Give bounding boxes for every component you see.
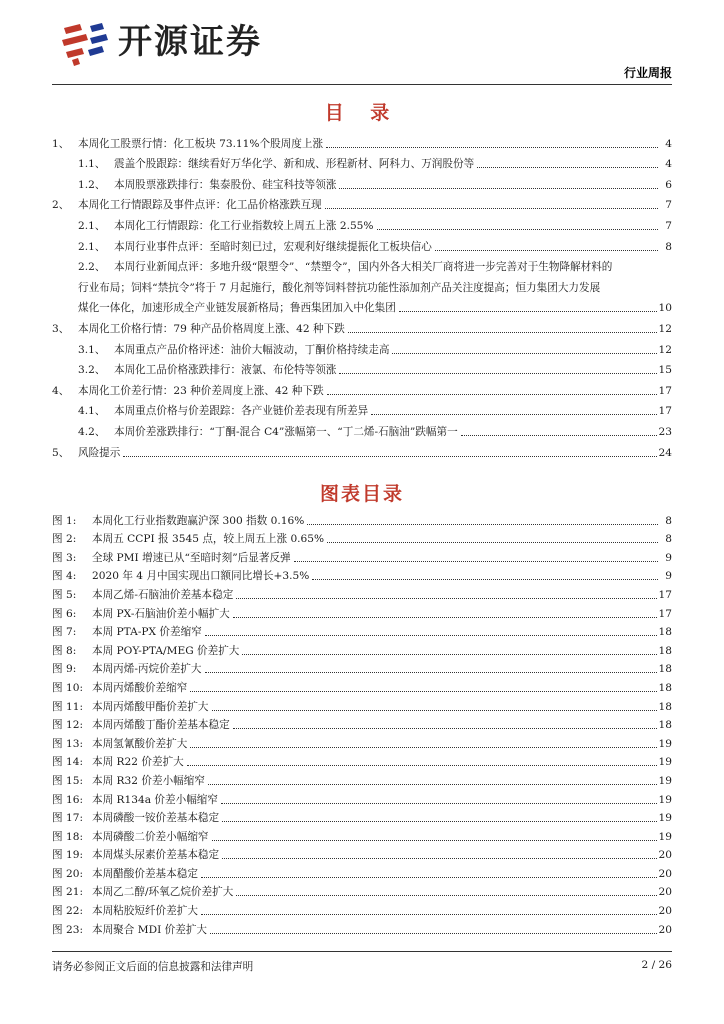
figure-number: 图 11: xyxy=(52,700,84,713)
figure-page: 8 xyxy=(665,514,672,527)
figure-number: 图 19: xyxy=(52,849,84,862)
figure-page: 20 xyxy=(658,886,672,899)
figure-number: 图 15: xyxy=(52,774,84,787)
figure-number: 图 10: xyxy=(52,681,84,694)
figure-number: 图 5: xyxy=(52,588,77,601)
figure-page: 17 xyxy=(658,588,672,601)
leader-dots xyxy=(210,932,657,934)
figure-caption: 本周化工行业指数跑赢沪深 300 指数 0.16% xyxy=(92,514,305,527)
page-number: 2 / 26 xyxy=(641,959,672,971)
leader-dots xyxy=(461,434,657,436)
figure-page: 19 xyxy=(658,793,672,806)
toc-item-page: 15 xyxy=(658,364,672,377)
toc-item[interactable] xyxy=(52,336,672,357)
figure-page: 19 xyxy=(658,756,672,769)
toc-item-number: 1、 xyxy=(52,137,70,150)
figure-list-item[interactable] xyxy=(52,899,672,918)
toc-item[interactable] xyxy=(52,192,672,213)
leader-dots xyxy=(392,352,656,354)
toc-item-text: 本周化工品价格涨跌排行：液氯、布伦特等领涨 xyxy=(114,364,337,377)
toc-item[interactable] xyxy=(52,315,672,336)
toc-item-number: 4.1、 xyxy=(78,405,106,418)
toc-item-page: 17 xyxy=(658,405,672,418)
toc-item-number: 3、 xyxy=(52,322,70,335)
toc-item-number: 1.2、 xyxy=(78,178,106,191)
leader-dots xyxy=(435,249,658,251)
leader-dots xyxy=(327,393,657,395)
figure-caption: 本周粘胶短纤价差扩大 xyxy=(92,905,198,918)
figure-caption: 本周 PTA-PX 价差缩窄 xyxy=(92,626,202,639)
figure-number: 图 9: xyxy=(52,663,77,676)
leader-dots xyxy=(233,616,657,618)
figure-list-item[interactable] xyxy=(52,751,672,770)
toc-item-text: 本周化工行情跟踪及事件点评：化工品价格涨跌互现 xyxy=(78,199,322,212)
leader-dots xyxy=(377,228,659,230)
toc-item-text-line3: 煤化一体化，加速形成全产业链发展新格局；鲁西集团加入中化集团 xyxy=(78,302,396,315)
figure-list-item[interactable] xyxy=(52,714,672,733)
leader-dots xyxy=(312,578,658,580)
figure-page: 17 xyxy=(658,607,672,620)
leader-dots xyxy=(208,783,657,785)
leader-dots xyxy=(307,523,658,525)
figure-caption: 本周 PX-石脑油价差小幅扩大 xyxy=(92,607,230,620)
disclaimer-note: 请务必参阅正文后面的信息披露和法律声明 xyxy=(52,961,254,973)
leader-dots xyxy=(212,709,657,711)
figure-list-item[interactable] xyxy=(52,528,672,547)
figure-caption: 本周醋酸价差基本稳定 xyxy=(92,867,198,880)
toc-item-page: 6 xyxy=(665,178,672,191)
figure-number: 图 1: xyxy=(52,514,77,527)
figure-list-item[interactable] xyxy=(52,844,672,863)
toc-item-text: 本周重点价格与价差跟踪：各产业链价差表现有所差异 xyxy=(114,405,369,418)
toc-item-number: 4、 xyxy=(52,384,70,397)
figure-number: 图 14: xyxy=(52,756,84,769)
figure-number: 图 3: xyxy=(52,551,77,564)
toc-item-number: 2、 xyxy=(52,199,70,212)
figure-page: 18 xyxy=(658,681,672,694)
figure-list-item[interactable] xyxy=(52,639,672,658)
leader-dots xyxy=(123,455,656,457)
toc-item-number: 3.1、 xyxy=(78,343,106,356)
toc-item-page: 4 xyxy=(665,158,672,171)
toc-item-number: 4.2、 xyxy=(78,425,106,438)
toc-item-text-line2: 行业布局；饲料“禁抗令”将于 7 月起施行，酸化剂等饲料替抗功能性添加剂产品关注度提高；恒力集团大力发展 xyxy=(78,281,601,294)
figure-number: 图 13: xyxy=(52,737,84,750)
leader-dots xyxy=(212,839,657,841)
figure-page: 8 xyxy=(665,533,672,546)
figure-caption: 本周氢氰酸价差扩大 xyxy=(92,737,188,750)
figure-caption: 本周 R134a 价差小幅缩窄 xyxy=(92,793,218,806)
figure-caption: 本周磷酸一铵价差基本稳定 xyxy=(92,812,220,825)
leader-dots xyxy=(339,187,658,189)
toc-item-page: 23 xyxy=(658,425,672,438)
leader-dots xyxy=(325,207,658,209)
page-header xyxy=(0,0,724,88)
toc-item-number: 3.2、 xyxy=(78,364,106,377)
leader-dots xyxy=(236,597,656,599)
figure-list-item[interactable] xyxy=(52,807,672,826)
leader-dots xyxy=(477,166,658,168)
toc-item-text: 本周化工价格行情：79 种产品价格周度上涨、42 种下跌 xyxy=(78,322,345,335)
figure-list-item[interactable] xyxy=(52,565,672,584)
figure-page: 9 xyxy=(665,570,672,583)
figure-caption: 本周丙烯酸丁酯价差基本稳定 xyxy=(92,719,230,732)
leader-dots xyxy=(221,802,657,804)
brand-name: 开源证券 xyxy=(118,22,262,62)
figure-list-title: 图表目录 xyxy=(319,483,404,505)
figure-list-item[interactable] xyxy=(52,658,672,677)
figure-number: 图 18: xyxy=(52,830,84,843)
figure-caption: 全球 PMI 增速已从“至暗时刻”后显著反弹 xyxy=(92,551,291,564)
figure-list-item[interactable] xyxy=(52,881,672,900)
figure-caption: 本周丙烯-丙烷价差扩大 xyxy=(92,663,202,676)
toc-item-page: 24 xyxy=(658,446,672,459)
toc-item-page: 12 xyxy=(658,343,672,356)
table-of-contents xyxy=(52,130,672,460)
figure-list-item[interactable] xyxy=(52,602,672,621)
figure-list-item[interactable] xyxy=(52,769,672,788)
leader-dots xyxy=(222,820,656,822)
leader-dots xyxy=(222,857,656,859)
toc-item-text: 本周化工股票行情：化工板块 73.11%个股周度上涨 xyxy=(78,137,324,150)
figure-list-item[interactable] xyxy=(52,918,672,937)
toc-item-number: 2.1、 xyxy=(78,219,106,232)
toc-item-page: 8 xyxy=(665,240,672,253)
toc-item-text: 本周股票涨跌排行：集泰股份、硅宝科技等领涨 xyxy=(114,178,337,191)
toc-item-text: 风险提示 xyxy=(78,446,121,459)
toc-item-text: 本周重点产品价格评述：油价大幅波动，丁酮价格持续走高 xyxy=(114,343,390,356)
figure-page: 9 xyxy=(665,551,672,564)
figure-page: 18 xyxy=(658,644,672,657)
toc-item-page: 17 xyxy=(658,384,672,397)
header-divider xyxy=(52,84,672,85)
leader-dots xyxy=(205,671,657,673)
figure-caption: 本周 R32 价差小幅缩窄 xyxy=(92,774,205,787)
figure-page: 18 xyxy=(658,719,672,732)
figure-caption: 本周丙烯酸甲酯价差扩大 xyxy=(92,700,209,713)
figure-page: 19 xyxy=(658,737,672,750)
toc-item[interactable] xyxy=(52,212,672,233)
figure-list xyxy=(52,509,672,937)
figure-number: 图 16: xyxy=(52,793,84,806)
leader-dots xyxy=(201,913,657,915)
toc-item[interactable] xyxy=(52,357,672,378)
figure-caption: 本周丙烯酸价差缩窄 xyxy=(92,681,188,694)
toc-item-text: 本周化工价差行情：23 种价差周度上涨、42 种下跌 xyxy=(78,384,324,397)
page-footer xyxy=(0,951,724,981)
toc-title: 目 录 xyxy=(324,102,400,124)
leader-dots xyxy=(187,764,657,766)
leader-dots xyxy=(205,634,657,636)
figure-caption: 本周煤头尿素价差基本稳定 xyxy=(92,849,220,862)
toc-item[interactable] xyxy=(52,418,672,439)
figure-page: 18 xyxy=(658,700,672,713)
figure-list-item[interactable] xyxy=(52,509,672,528)
figure-page: 19 xyxy=(658,812,672,825)
figure-number: 图 6: xyxy=(52,607,77,620)
toc-item-page: 4 xyxy=(665,137,672,150)
toc-item-number: 1.1、 xyxy=(78,158,106,171)
figure-list-item[interactable] xyxy=(52,825,672,844)
leader-dots xyxy=(399,310,657,312)
brand-logo-icon xyxy=(58,20,110,68)
toc-item[interactable] xyxy=(52,439,672,460)
toc-item[interactable] xyxy=(52,130,672,151)
figure-list-item[interactable] xyxy=(52,583,672,602)
toc-item[interactable] xyxy=(52,151,672,172)
toc-item-page: 12 xyxy=(658,322,672,335)
figure-caption: 本周五 CCPI 报 3545 点，较上周五上涨 0.65% xyxy=(92,533,325,546)
figure-page: 20 xyxy=(658,923,672,936)
figure-page: 19 xyxy=(658,774,672,787)
leader-dots xyxy=(348,331,657,333)
toc-item-text: 本周价差涨跌排行：“丁酮-混合 C4”涨幅第一、“丁二烯-石脑油”跌幅第一 xyxy=(114,425,458,438)
figure-page: 20 xyxy=(658,849,672,862)
leader-dots xyxy=(371,413,656,415)
figure-list-item[interactable] xyxy=(52,862,672,881)
leader-dots xyxy=(339,372,656,374)
toc-item-text: 本周行业事件点评：至暗时刻已过，宏观利好继续提振化工板块信心 xyxy=(114,240,432,253)
toc-item-number: 2.1、 xyxy=(78,240,106,253)
figure-caption: 本周磷酸二价差小幅缩窄 xyxy=(92,830,209,843)
figure-caption: 本周 POY-PTA/MEG 价差扩大 xyxy=(92,644,240,657)
figure-number: 图 22: xyxy=(52,905,84,918)
figure-page: 19 xyxy=(658,830,672,843)
figure-page: 18 xyxy=(658,663,672,676)
figure-list-item[interactable] xyxy=(52,695,672,714)
footer-divider xyxy=(52,951,672,952)
figure-caption: 2020 年 4 月中国实现出口额同比增长+3.5% xyxy=(92,570,310,583)
toc-item-page: 7 xyxy=(665,219,672,232)
figure-number: 图 21: xyxy=(52,886,84,899)
leader-dots xyxy=(236,894,656,896)
leader-dots xyxy=(190,690,656,692)
toc-item-text-line1: 本周行业新闻点评：多地升级“限塑令”、“禁塑令”，国内外各大相关厂商将进一步完善对于生物降解材料的 xyxy=(114,261,613,274)
toc-item-text: 震盖个股跟踪：继续看好万华化学、新和成、形程新材、阿科力、万润股份等 xyxy=(114,158,475,171)
figure-number: 图 2: xyxy=(52,533,77,546)
leader-dots xyxy=(201,876,657,878)
figure-number: 图 23: xyxy=(52,923,84,936)
figure-page: 20 xyxy=(658,905,672,918)
figure-number: 图 8: xyxy=(52,644,77,657)
report-type-label: 行业周报 xyxy=(623,66,672,80)
figure-caption: 本周乙烯-石脑油价差基本稳定 xyxy=(92,588,234,601)
figure-caption: 本周 R22 价差扩大 xyxy=(92,756,184,769)
figure-number: 图 17: xyxy=(52,812,84,825)
figure-caption: 本周聚合 MDI 价差扩大 xyxy=(92,923,208,936)
figure-page: 20 xyxy=(658,867,672,880)
figure-list-item[interactable] xyxy=(52,676,672,695)
figure-list-item[interactable] xyxy=(52,546,672,565)
toc-item-number: 2.2、 xyxy=(78,261,106,274)
toc-item[interactable] xyxy=(52,171,672,192)
leader-dots xyxy=(190,746,656,748)
figure-number: 图 20: xyxy=(52,867,84,880)
toc-item-number: 5、 xyxy=(52,446,70,459)
figure-list-item[interactable] xyxy=(52,621,672,640)
leader-dots xyxy=(242,653,656,655)
figure-number: 图 7: xyxy=(52,626,77,639)
toc-item[interactable] xyxy=(52,233,672,254)
figure-caption: 本周乙二醇/环氧乙烷价差扩大 xyxy=(92,886,234,899)
toc-item-multiline[interactable] xyxy=(52,254,672,316)
toc-item[interactable] xyxy=(52,377,672,398)
toc-item-page: 10 xyxy=(658,302,672,315)
toc-item[interactable] xyxy=(52,398,672,419)
figure-list-item[interactable] xyxy=(52,788,672,807)
figure-number: 图 12: xyxy=(52,719,84,732)
leader-dots xyxy=(294,560,658,562)
leader-dots xyxy=(327,541,658,543)
leader-dots xyxy=(326,146,658,148)
figure-number: 图 4: xyxy=(52,570,77,583)
figure-list-item[interactable] xyxy=(52,732,672,751)
toc-item-text: 本周化工行情跟踪：化工行业指数较上周五上涨 2.55% xyxy=(114,219,374,232)
figure-page: 18 xyxy=(658,626,672,639)
leader-dots xyxy=(233,727,657,729)
toc-item-page: 7 xyxy=(665,199,672,212)
